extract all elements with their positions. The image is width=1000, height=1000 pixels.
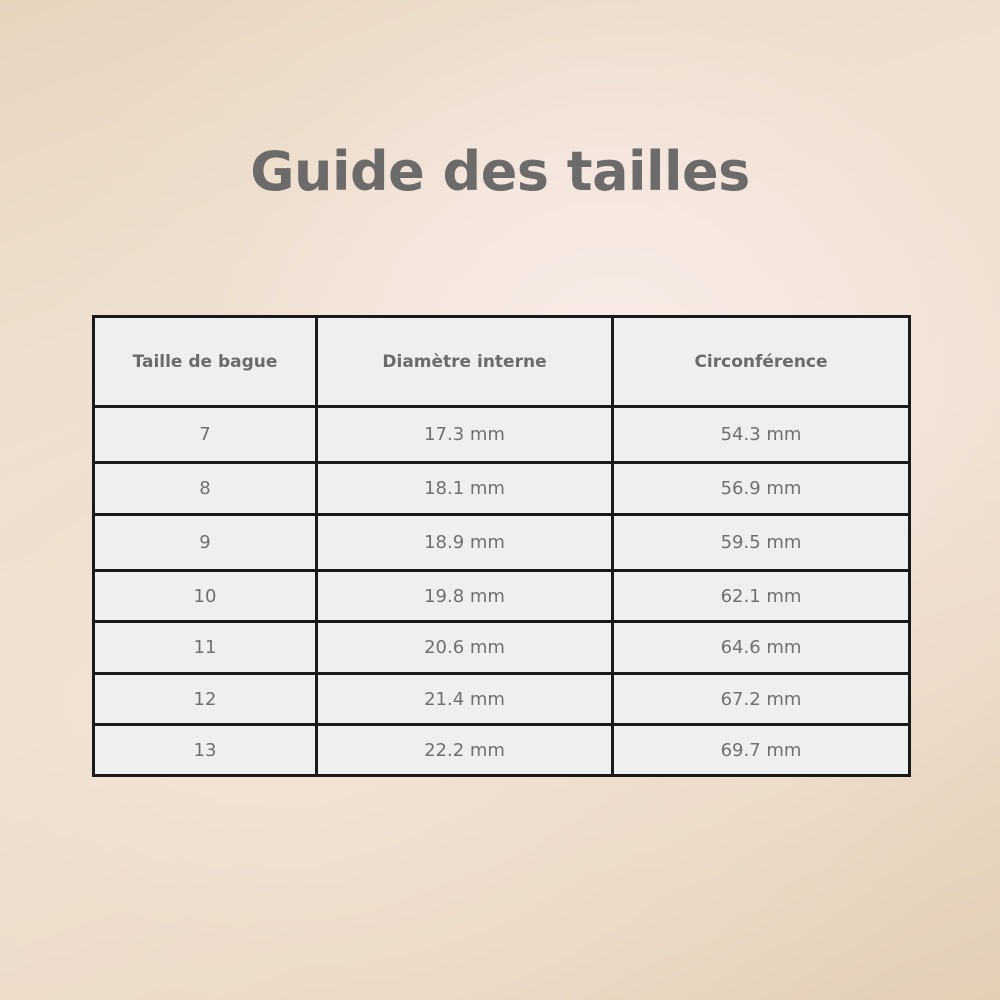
cell-inner-diameter: 22.2 mm (317, 725, 613, 776)
cell-inner-diameter: 18.1 mm (317, 463, 613, 515)
cell-ring-size: 12 (94, 674, 317, 725)
table-row (94, 725, 910, 776)
cell-ring-size: 8 (94, 463, 317, 515)
cell-circumference: 64.6 mm (613, 622, 910, 674)
cell-inner-diameter: 21.4 mm (317, 674, 613, 725)
table-row (94, 571, 910, 622)
cell-ring-size: 11 (94, 622, 317, 674)
cell-ring-size: 13 (94, 725, 317, 776)
header-inner-diameter: Diamètre interne (317, 317, 613, 407)
cell-circumference: 56.9 mm (613, 463, 910, 515)
cell-circumference: 59.5 mm (613, 515, 910, 571)
cell-circumference: 54.3 mm (613, 407, 910, 463)
cell-ring-size: 7 (94, 407, 317, 463)
header-ring-size: Taille de bague (94, 317, 317, 407)
cell-inner-diameter: 19.8 mm (317, 571, 613, 622)
table-row (94, 674, 910, 725)
cell-inner-diameter: 20.6 mm (317, 622, 613, 674)
table-row (94, 407, 910, 463)
cell-ring-size: 10 (94, 571, 317, 622)
header-circumference: Circonférence (613, 317, 910, 407)
cell-circumference: 62.1 mm (613, 571, 910, 622)
page-title: Guide des tailles (250, 140, 750, 203)
cell-circumference: 69.7 mm (613, 725, 910, 776)
ring-size-table (92, 315, 911, 777)
cell-ring-size: 9 (94, 515, 317, 571)
cell-circumference: 67.2 mm (613, 674, 910, 725)
table-row (94, 463, 910, 515)
table-row (94, 622, 910, 674)
cell-inner-diameter: 18.9 mm (317, 515, 613, 571)
table-header-row (94, 317, 910, 407)
cell-inner-diameter: 17.3 mm (317, 407, 613, 463)
table-row (94, 515, 910, 571)
